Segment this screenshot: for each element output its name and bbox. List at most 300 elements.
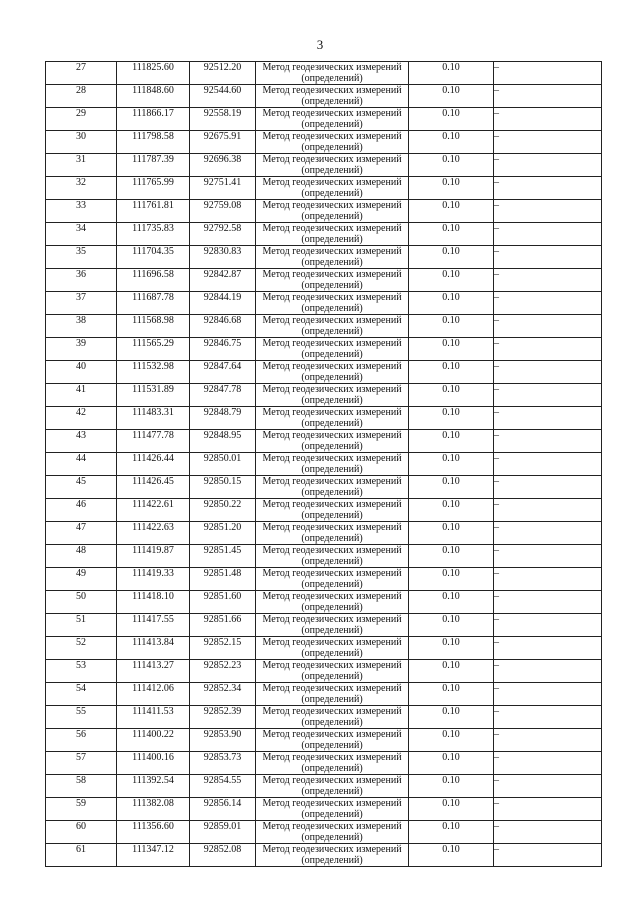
accuracy-cell: 0.10 <box>409 292 494 315</box>
table-row <box>46 614 602 637</box>
y-coordinate-cell: 92850.15 <box>190 476 256 499</box>
y-coordinate-cell: 92851.45 <box>190 545 256 568</box>
method-cell <box>256 85 409 108</box>
point-number-cell: 32 <box>46 177 117 200</box>
accuracy-cell: 0.10 <box>409 108 494 131</box>
table-row <box>46 476 602 499</box>
accuracy-cell: 0.10 <box>409 614 494 637</box>
method-cell <box>256 200 409 223</box>
method-cell <box>256 752 409 775</box>
y-coordinate-cell: 92759.08 <box>190 200 256 223</box>
method-cell <box>256 315 409 338</box>
y-coordinate-cell: 92853.73 <box>190 752 256 775</box>
accuracy-cell: 0.10 <box>409 407 494 430</box>
y-coordinate-cell: 92830.83 <box>190 246 256 269</box>
method-subtext: (определений) <box>301 303 363 314</box>
description-cell: – <box>494 614 602 637</box>
table-row <box>46 246 602 269</box>
point-number-cell: 43 <box>46 430 117 453</box>
description-cell: – <box>494 200 602 223</box>
y-coordinate-cell: 92848.79 <box>190 407 256 430</box>
description-cell: – <box>494 545 602 568</box>
description-cell: – <box>494 361 602 384</box>
method-cell <box>256 683 409 706</box>
description-cell: – <box>494 154 602 177</box>
x-coordinate-cell: 111356.60 <box>117 821 190 844</box>
method-cell <box>256 476 409 499</box>
table-row <box>46 131 602 154</box>
point-number-cell: 52 <box>46 637 117 660</box>
method-text: Метод геодезических измерений <box>262 407 402 418</box>
table-row <box>46 545 602 568</box>
table-row <box>46 683 602 706</box>
method-subtext: (определений) <box>301 349 363 360</box>
description-cell: – <box>494 246 602 269</box>
x-coordinate-cell: 111568.98 <box>117 315 190 338</box>
method-text: Метод геодезических измерений <box>262 246 402 257</box>
method-cell <box>256 246 409 269</box>
description-cell: – <box>494 338 602 361</box>
method-subtext: (определений) <box>301 211 363 222</box>
point-number-cell: 44 <box>46 453 117 476</box>
description-cell: – <box>494 292 602 315</box>
point-number-cell: 61 <box>46 844 117 867</box>
page-number: 3 <box>316 37 324 52</box>
x-coordinate-cell: 111735.83 <box>117 223 190 246</box>
point-number-cell: 60 <box>46 821 117 844</box>
point-number-cell: 34 <box>46 223 117 246</box>
x-coordinate-cell: 111419.87 <box>117 545 190 568</box>
point-number-cell: 38 <box>46 315 117 338</box>
x-coordinate-cell: 111483.31 <box>117 407 190 430</box>
accuracy-cell: 0.10 <box>409 246 494 269</box>
table-row <box>46 269 602 292</box>
accuracy-cell: 0.10 <box>409 154 494 177</box>
method-subtext: (определений) <box>301 602 363 613</box>
y-coordinate-cell: 92696.38 <box>190 154 256 177</box>
method-subtext: (определений) <box>301 786 363 797</box>
point-number-cell: 36 <box>46 269 117 292</box>
method-cell <box>256 660 409 683</box>
accuracy-cell: 0.10 <box>409 844 494 867</box>
description-cell: – <box>494 844 602 867</box>
coordinates-table <box>45 61 602 867</box>
description-cell: – <box>494 591 602 614</box>
method-text: Метод геодезических измерений <box>262 775 402 786</box>
table-row <box>46 85 602 108</box>
method-cell <box>256 292 409 315</box>
method-cell <box>256 637 409 660</box>
description-cell: – <box>494 177 602 200</box>
y-coordinate-cell: 92847.64 <box>190 361 256 384</box>
method-text: Метод геодезических измерений <box>262 384 402 395</box>
accuracy-cell: 0.10 <box>409 568 494 591</box>
x-coordinate-cell: 111477.78 <box>117 430 190 453</box>
point-number-cell: 50 <box>46 591 117 614</box>
y-coordinate-cell: 92852.23 <box>190 660 256 683</box>
description-cell: – <box>494 568 602 591</box>
table-row <box>46 200 602 223</box>
description-cell: – <box>494 407 602 430</box>
method-cell <box>256 568 409 591</box>
point-number-cell: 47 <box>46 522 117 545</box>
method-subtext: (определений) <box>301 740 363 751</box>
description-cell: – <box>494 62 602 85</box>
method-cell <box>256 430 409 453</box>
description-cell: – <box>494 729 602 752</box>
accuracy-cell: 0.10 <box>409 591 494 614</box>
method-cell <box>256 591 409 614</box>
method-subtext: (определений) <box>301 487 363 498</box>
method-subtext: (определений) <box>301 395 363 406</box>
method-cell <box>256 154 409 177</box>
y-coordinate-cell: 92842.87 <box>190 269 256 292</box>
method-cell <box>256 269 409 292</box>
method-text: Метод геодезических измерений <box>262 131 402 142</box>
x-coordinate-cell: 111419.33 <box>117 568 190 591</box>
accuracy-cell: 0.10 <box>409 223 494 246</box>
table-row <box>46 384 602 407</box>
method-cell <box>256 798 409 821</box>
table-row <box>46 752 602 775</box>
point-number-cell: 56 <box>46 729 117 752</box>
description-cell: – <box>494 223 602 246</box>
method-cell <box>256 844 409 867</box>
description-cell: – <box>494 821 602 844</box>
method-text: Метод геодезических измерений <box>262 200 402 211</box>
table-row <box>46 637 602 660</box>
x-coordinate-cell: 111413.84 <box>117 637 190 660</box>
table-row <box>46 177 602 200</box>
accuracy-cell: 0.10 <box>409 453 494 476</box>
method-text: Метод геодезических измерений <box>262 62 402 73</box>
accuracy-cell: 0.10 <box>409 729 494 752</box>
x-coordinate-cell: 111825.60 <box>117 62 190 85</box>
description-cell: – <box>494 660 602 683</box>
point-number-cell: 51 <box>46 614 117 637</box>
table-row <box>46 315 602 338</box>
table-row <box>46 407 602 430</box>
table-row <box>46 568 602 591</box>
point-number-cell: 45 <box>46 476 117 499</box>
x-coordinate-cell: 111761.81 <box>117 200 190 223</box>
method-subtext: (определений) <box>301 142 363 153</box>
point-number-cell: 29 <box>46 108 117 131</box>
description-cell: – <box>494 453 602 476</box>
method-text: Метод геодезических измерений <box>262 338 402 349</box>
accuracy-cell: 0.10 <box>409 683 494 706</box>
accuracy-cell: 0.10 <box>409 752 494 775</box>
method-cell <box>256 131 409 154</box>
description-cell: – <box>494 430 602 453</box>
accuracy-cell: 0.10 <box>409 522 494 545</box>
method-subtext: (определений) <box>301 119 363 130</box>
x-coordinate-cell: 111531.89 <box>117 384 190 407</box>
x-coordinate-cell: 111411.53 <box>117 706 190 729</box>
x-coordinate-cell: 111422.63 <box>117 522 190 545</box>
table-row <box>46 361 602 384</box>
y-coordinate-cell: 92847.78 <box>190 384 256 407</box>
accuracy-cell: 0.10 <box>409 706 494 729</box>
accuracy-cell: 0.10 <box>409 62 494 85</box>
method-text: Метод геодезических измерений <box>262 269 402 280</box>
method-subtext: (определений) <box>301 763 363 774</box>
table-row <box>46 223 602 246</box>
table-row <box>46 154 602 177</box>
method-subtext: (определений) <box>301 73 363 84</box>
method-subtext: (определений) <box>301 556 363 567</box>
method-text: Метод геодезических измерений <box>262 729 402 740</box>
table-row <box>46 522 602 545</box>
y-coordinate-cell: 92850.22 <box>190 499 256 522</box>
method-text: Метод геодезических измерений <box>262 154 402 165</box>
y-coordinate-cell: 92852.39 <box>190 706 256 729</box>
method-subtext: (определений) <box>301 441 363 452</box>
method-text: Метод геодезических измерений <box>262 522 402 533</box>
method-text: Метод геодезических измерений <box>262 453 402 464</box>
table-row <box>46 453 602 476</box>
point-number-cell: 39 <box>46 338 117 361</box>
x-coordinate-cell: 111426.45 <box>117 476 190 499</box>
table-row <box>46 775 602 798</box>
method-subtext: (определений) <box>301 694 363 705</box>
table-row <box>46 430 602 453</box>
point-number-cell: 28 <box>46 85 117 108</box>
x-coordinate-cell: 111798.58 <box>117 131 190 154</box>
accuracy-cell: 0.10 <box>409 177 494 200</box>
method-text: Метод геодезических измерений <box>262 821 402 832</box>
accuracy-cell: 0.10 <box>409 315 494 338</box>
point-number-cell: 33 <box>46 200 117 223</box>
point-number-cell: 41 <box>46 384 117 407</box>
x-coordinate-cell: 111565.29 <box>117 338 190 361</box>
method-text: Метод геодезических измерений <box>262 223 402 234</box>
method-subtext: (определений) <box>301 625 363 636</box>
y-coordinate-cell: 92558.19 <box>190 108 256 131</box>
accuracy-cell: 0.10 <box>409 338 494 361</box>
accuracy-cell: 0.10 <box>409 384 494 407</box>
y-coordinate-cell: 92844.19 <box>190 292 256 315</box>
method-cell <box>256 453 409 476</box>
y-coordinate-cell: 92851.60 <box>190 591 256 614</box>
x-coordinate-cell: 111400.22 <box>117 729 190 752</box>
method-cell <box>256 407 409 430</box>
y-coordinate-cell: 92854.55 <box>190 775 256 798</box>
method-subtext: (определений) <box>301 188 363 199</box>
table-row <box>46 660 602 683</box>
table-row <box>46 62 602 85</box>
y-coordinate-cell: 92851.66 <box>190 614 256 637</box>
table-row <box>46 798 602 821</box>
method-cell <box>256 361 409 384</box>
description-cell: – <box>494 706 602 729</box>
point-number-cell: 54 <box>46 683 117 706</box>
method-cell <box>256 177 409 200</box>
y-coordinate-cell: 92512.20 <box>190 62 256 85</box>
point-number-cell: 27 <box>46 62 117 85</box>
point-number-cell: 57 <box>46 752 117 775</box>
accuracy-cell: 0.10 <box>409 545 494 568</box>
x-coordinate-cell: 111400.16 <box>117 752 190 775</box>
method-subtext: (определений) <box>301 418 363 429</box>
method-cell <box>256 522 409 545</box>
method-subtext: (определений) <box>301 579 363 590</box>
method-cell <box>256 821 409 844</box>
accuracy-cell: 0.10 <box>409 269 494 292</box>
method-text: Метод геодезических измерений <box>262 591 402 602</box>
x-coordinate-cell: 111787.39 <box>117 154 190 177</box>
accuracy-cell: 0.10 <box>409 637 494 660</box>
point-number-cell: 48 <box>46 545 117 568</box>
point-number-cell: 42 <box>46 407 117 430</box>
method-text: Метод геодезических измерений <box>262 752 402 763</box>
table-row <box>46 292 602 315</box>
y-coordinate-cell: 92850.01 <box>190 453 256 476</box>
description-cell: – <box>494 683 602 706</box>
method-text: Метод геодезических измерений <box>262 637 402 648</box>
x-coordinate-cell: 111422.61 <box>117 499 190 522</box>
accuracy-cell: 0.10 <box>409 131 494 154</box>
y-coordinate-cell: 92852.08 <box>190 844 256 867</box>
x-coordinate-cell: 111426.44 <box>117 453 190 476</box>
description-cell: – <box>494 269 602 292</box>
point-number-cell: 31 <box>46 154 117 177</box>
method-cell <box>256 62 409 85</box>
table-row <box>46 338 602 361</box>
accuracy-cell: 0.10 <box>409 775 494 798</box>
method-subtext: (определений) <box>301 809 363 820</box>
table-row <box>46 591 602 614</box>
description-cell: – <box>494 131 602 154</box>
method-subtext: (определений) <box>301 96 363 107</box>
method-text: Метод геодезических измерений <box>262 614 402 625</box>
x-coordinate-cell: 111418.10 <box>117 591 190 614</box>
accuracy-cell: 0.10 <box>409 476 494 499</box>
method-text: Метод геодезических измерений <box>262 683 402 694</box>
x-coordinate-cell: 111532.98 <box>117 361 190 384</box>
description-cell: – <box>494 798 602 821</box>
description-cell: – <box>494 752 602 775</box>
y-coordinate-cell: 92792.58 <box>190 223 256 246</box>
method-cell <box>256 614 409 637</box>
description-cell: – <box>494 85 602 108</box>
method-text: Метод геодезических измерений <box>262 499 402 510</box>
description-cell: – <box>494 315 602 338</box>
method-cell <box>256 729 409 752</box>
y-coordinate-cell: 92852.15 <box>190 637 256 660</box>
method-cell <box>256 545 409 568</box>
method-subtext: (определений) <box>301 648 363 659</box>
method-subtext: (определений) <box>301 671 363 682</box>
x-coordinate-cell: 111382.08 <box>117 798 190 821</box>
point-number-cell: 59 <box>46 798 117 821</box>
point-number-cell: 46 <box>46 499 117 522</box>
method-cell <box>256 775 409 798</box>
x-coordinate-cell: 111704.35 <box>117 246 190 269</box>
y-coordinate-cell: 92544.60 <box>190 85 256 108</box>
table-row <box>46 729 602 752</box>
method-subtext: (определений) <box>301 165 363 176</box>
method-cell <box>256 108 409 131</box>
point-number-cell: 37 <box>46 292 117 315</box>
y-coordinate-cell: 92851.20 <box>190 522 256 545</box>
accuracy-cell: 0.10 <box>409 821 494 844</box>
description-cell: – <box>494 476 602 499</box>
x-coordinate-cell: 111417.55 <box>117 614 190 637</box>
accuracy-cell: 0.10 <box>409 85 494 108</box>
y-coordinate-cell: 92846.68 <box>190 315 256 338</box>
method-subtext: (определений) <box>301 326 363 337</box>
x-coordinate-cell: 111848.60 <box>117 85 190 108</box>
accuracy-cell: 0.10 <box>409 798 494 821</box>
x-coordinate-cell: 111765.99 <box>117 177 190 200</box>
accuracy-cell: 0.10 <box>409 430 494 453</box>
method-subtext: (определений) <box>301 280 363 291</box>
x-coordinate-cell: 111696.58 <box>117 269 190 292</box>
method-text: Метод геодезических измерений <box>262 476 402 487</box>
method-subtext: (определений) <box>301 234 363 245</box>
point-number-cell: 30 <box>46 131 117 154</box>
method-text: Метод геодезических измерений <box>262 798 402 809</box>
method-text: Метод геодезических измерений <box>262 292 402 303</box>
method-subtext: (определений) <box>301 464 363 475</box>
method-subtext: (определений) <box>301 855 363 866</box>
method-text: Метод геодезических измерений <box>262 706 402 717</box>
method-text: Метод геодезических измерений <box>262 430 402 441</box>
point-number-cell: 49 <box>46 568 117 591</box>
y-coordinate-cell: 92675.91 <box>190 131 256 154</box>
description-cell: – <box>494 775 602 798</box>
table-body <box>46 62 602 867</box>
method-text: Метод геодезических измерений <box>262 844 402 855</box>
point-number-cell: 58 <box>46 775 117 798</box>
table-row <box>46 499 602 522</box>
method-text: Метод геодезических измерений <box>262 85 402 96</box>
method-cell <box>256 223 409 246</box>
accuracy-cell: 0.10 <box>409 660 494 683</box>
method-subtext: (определений) <box>301 717 363 728</box>
x-coordinate-cell: 111413.27 <box>117 660 190 683</box>
description-cell: – <box>494 499 602 522</box>
method-subtext: (определений) <box>301 257 363 268</box>
description-cell: – <box>494 522 602 545</box>
description-cell: – <box>494 637 602 660</box>
method-subtext: (определений) <box>301 510 363 521</box>
y-coordinate-cell: 92851.48 <box>190 568 256 591</box>
accuracy-cell: 0.10 <box>409 361 494 384</box>
point-number-cell: 55 <box>46 706 117 729</box>
point-number-cell: 40 <box>46 361 117 384</box>
x-coordinate-cell: 111347.12 <box>117 844 190 867</box>
point-number-cell: 35 <box>46 246 117 269</box>
table-row <box>46 844 602 867</box>
y-coordinate-cell: 92751.41 <box>190 177 256 200</box>
accuracy-cell: 0.10 <box>409 499 494 522</box>
method-text: Метод геодезических измерений <box>262 568 402 579</box>
method-cell <box>256 384 409 407</box>
method-text: Метод геодезических измерений <box>262 660 402 671</box>
description-cell: – <box>494 108 602 131</box>
method-subtext: (определений) <box>301 372 363 383</box>
y-coordinate-cell: 92846.75 <box>190 338 256 361</box>
method-cell <box>256 499 409 522</box>
accuracy-cell: 0.10 <box>409 200 494 223</box>
point-number-cell: 53 <box>46 660 117 683</box>
x-coordinate-cell: 111412.06 <box>117 683 190 706</box>
method-text: Метод геодезических измерений <box>262 177 402 188</box>
method-subtext: (определений) <box>301 533 363 544</box>
x-coordinate-cell: 111866.17 <box>117 108 190 131</box>
